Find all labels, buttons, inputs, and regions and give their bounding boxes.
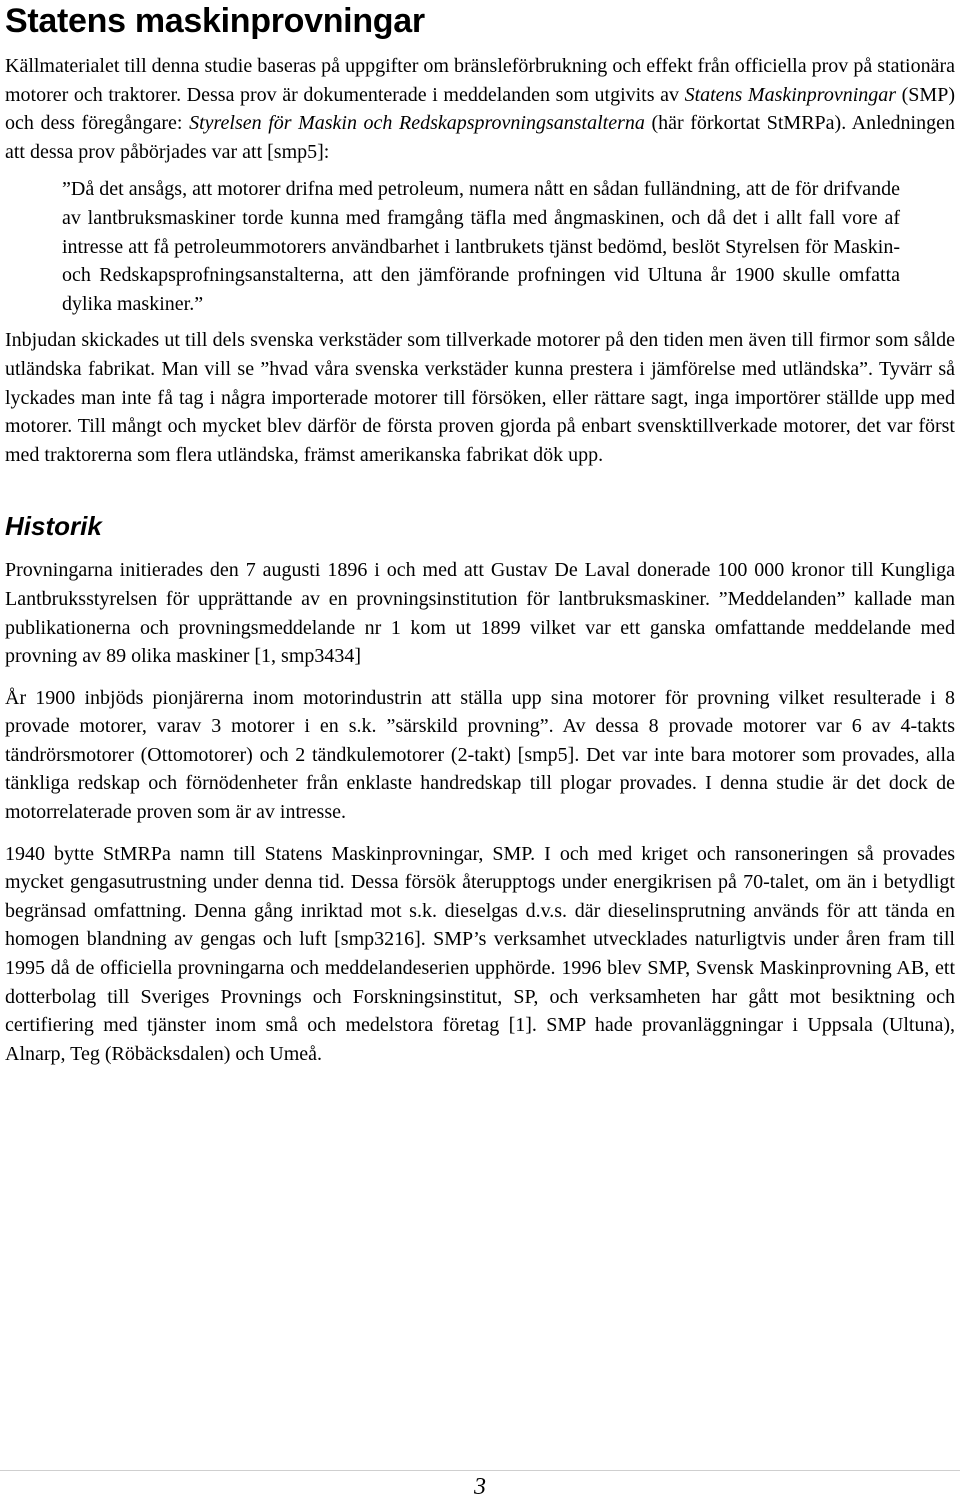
- page-title: Statens maskinprovningar: [5, 2, 425, 40]
- intro-paragraph: [5, 52, 955, 166]
- intro-stmrpa-name: Styrelsen för Maskin och Redskapsprovningsanstalterna: [189, 112, 645, 135]
- footer-divider: [0, 1470, 960, 1471]
- intro-text-start: Källmaterialet till denna studie baseras på uppgifter om bränsleförbrukning och effekt från officiella prov på stationära motorer och traktorer. Dessa prov är dokumenterade i meddelanden som utgivits av: [5, 55, 955, 106]
- intro-text-between: (SMP) och dess föregångare:: [5, 83, 955, 135]
- invitation-paragraph: Inbjudan skickades ut till dels svenska verkstäder som tillverkade motorer på den tiden men även till firmor som sålde utländska fabrikat. Man vill se ”hvad våra svenska verkstäder kunna prestera i jämförelse med utländska”. Tyvärr så lyckades man inte få tag i några importerade motorer till försöken, eller rättare sagt, inga importörer ställde upp med motorer. Till mångt och mycket blev därför de första proven gjorda på enbart svensktillverkade motorer, det var först med traktorerna som flera utländska, främst amerikanska fabrikat dök upp.: [5, 329, 955, 466]
- intro-smp-name: Statens Maskinprovningar: [684, 83, 897, 106]
- document-page: [5, 0, 955, 1068]
- history-paragraph-2: År 1900 inbjöds pionjärerna inom motorindustrin att ställa upp sina motorer för provning vilket resulterade i 8 provade motorer, varav 3 motorer i en s.k. ”särskild provning”. Av dessa 8 provade motorer var 6 av 4-takts tändrörsmotorer (Ottomotorer) och 2 tändkulemotorer (2-takt) [smp5]. Det var inte bara motorer som provades, alla tänkliga redskap och förnödenheter från enklaste handredskap till plogar provades. I denna studie är det dock de motorrelaterade proven som är av intresse.: [5, 686, 955, 824]
- history-paragraph-3: 1940 bytte StMRPa namn till Statens Maskinprovningar, SMP. I och med kriget och ransoneringen så provades mycket gengasutrustning under denna tid. Dessa försök återupptogs under energikrisen på 70-talet, om än i betydligt begränsad omfattning. Denna gång inriktad mot s.k. dieselgas d.v.s. där dieselinsprutning används för att tända en homogen blandning av gengas och luft [smp3216]. SMP’s verksamhet utvecklades naturligtvis under åren fram till 1995 då de officiella provningarna och meddelandeserien upphörde. 1996 blev SMP, Svensk Maskinprovning AB, ett dotterbolag till Sveriges Provnings och Forskningsinstitut, SP, och verksamheten har gått mot besiktning och certifiering med tjänster inom små och medelstora företag [1]. SMP hade provanläggningar i Uppsala (Ultuna), Alnarp, Teg (Röbäcksdalen) och Umeå.: [5, 842, 955, 1065]
- page-number: 3: [474, 1474, 486, 1500]
- intro-text-end: (här förkortat StMRPa). Anledningen att dessa prov påbörjades var att [smp5]:: [5, 112, 955, 163]
- history-heading: Historik: [5, 511, 102, 542]
- history-paragraph-1: Provningarna initierades den 7 augusti 1896 i och med att Gustav De Laval donerade 100 000 kronor till Kungliga Lantbruksstyrelsen för upprättande av en provningsinstitution för lantbruksmaskiner. ”Meddelanden” kallade man publikationerna och provningsmeddelande nr 1 kom ut 1899 vilket var ett ganska omfattande meddelande med provning av 89 olika maskiner [1, smp3434]: [5, 559, 955, 668]
- block-quote: ”Då det ansågs, att motorer drifna med petroleum, numera nått en sådan fulländning, att de för drifvande av lantbruksmaskiner torde kunna med framgång täfla med ångmaskinen, och då det i allt fall vore af intresse att få petroleummotorers användbarhet i lantbrukets tjänst bedömd, beslöt Styrelsen för Maskin- och Redskapsprofningsanstalterna, att den jämförande profningen vid Ultuna år 1900 skulle omfatta dylika maskiner.”: [62, 178, 900, 315]
